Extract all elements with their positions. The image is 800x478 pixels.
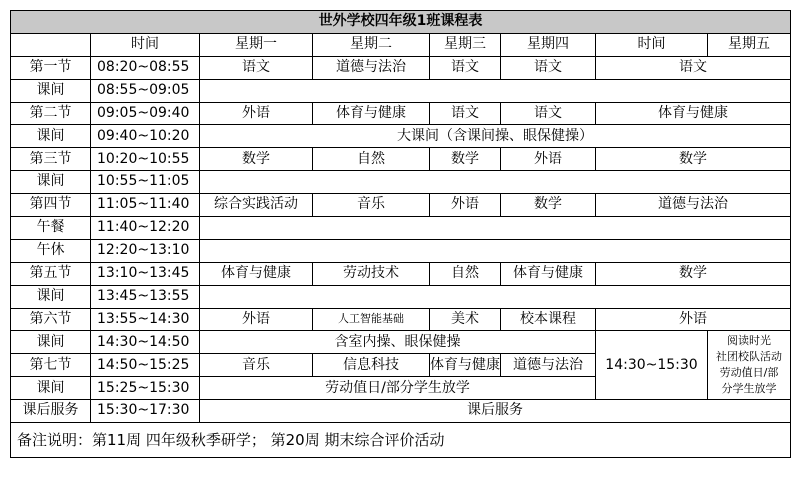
header-time-friday: 时间 xyxy=(596,33,708,56)
period-label: 第二节 xyxy=(11,102,91,125)
row-period-3 xyxy=(11,148,791,171)
timetable-sheet xyxy=(10,10,790,458)
monday-subject: 音乐 xyxy=(200,354,313,377)
row-break-3 xyxy=(11,171,791,194)
tuesday-subject: 音乐 xyxy=(313,194,430,217)
monday-subject: 外语 xyxy=(200,308,313,331)
row-lunch xyxy=(11,217,791,240)
break-label: 课间 xyxy=(11,331,91,354)
monday-subject: 综合实践活动 xyxy=(200,194,313,217)
break-time: 13:45~13:55 xyxy=(91,285,200,308)
period-label: 第五节 xyxy=(11,262,91,285)
thursday-subject: 校本课程 xyxy=(501,308,596,331)
period-time: 13:10~13:45 xyxy=(91,262,200,285)
after-school-activity: 课后服务 xyxy=(200,400,791,423)
title-row xyxy=(11,11,791,34)
period-label: 第七节 xyxy=(11,354,91,377)
tuesday-subject: 劳动技术 xyxy=(313,262,430,285)
period-label: 第三节 xyxy=(11,148,91,171)
lunch-label: 午餐 xyxy=(11,217,91,240)
period-label: 第六节 xyxy=(11,308,91,331)
rest-time: 12:20~13:10 xyxy=(91,239,200,262)
wednesday-subject: 语文 xyxy=(430,102,501,125)
friday-subject: 外语 xyxy=(596,308,791,331)
header-blank xyxy=(11,33,91,56)
timetable-title: 世外学校四年级1班课程表 xyxy=(11,11,791,34)
tuesday-subject: 信息科技 xyxy=(313,354,430,377)
monday-subject: 语文 xyxy=(200,56,313,79)
break-time: 08:55~09:05 xyxy=(91,79,200,102)
break-span-empty xyxy=(200,79,791,102)
friday-subject: 道德与法治 xyxy=(596,194,791,217)
header-tuesday: 星期二 xyxy=(313,33,430,56)
thursday-subject: 数学 xyxy=(501,194,596,217)
header-wednesday: 星期三 xyxy=(430,33,501,56)
friday-activity-line: 社团校队活动 xyxy=(716,350,782,364)
friday-activity-line: 劳动值日/部 xyxy=(719,366,779,380)
period-label: 第一节 xyxy=(11,56,91,79)
break-activity: 劳动值日/部分学生放学 xyxy=(200,377,596,400)
friday-afternoon-activities xyxy=(708,331,791,400)
monday-subject: 体育与健康 xyxy=(200,262,313,285)
thursday-subject: 道德与法治 xyxy=(501,354,596,377)
wednesday-subject: 自然 xyxy=(430,262,501,285)
thursday-subject: 体育与健康 xyxy=(501,262,596,285)
period-time: 13:55~14:30 xyxy=(91,308,200,331)
break-time: 10:55~11:05 xyxy=(91,171,200,194)
tuesday-subject: 体育与健康 xyxy=(313,102,430,125)
wednesday-subject: 数学 xyxy=(430,148,501,171)
header-monday: 星期一 xyxy=(200,33,313,56)
wednesday-subject: 体育与健康 xyxy=(430,354,501,377)
rest-label: 午休 xyxy=(11,239,91,262)
note-row xyxy=(11,423,791,458)
break-activity: 含室内操、眼保健操 xyxy=(200,331,596,354)
header-row xyxy=(11,33,791,56)
break-label: 课间 xyxy=(11,171,91,194)
break-span-empty xyxy=(200,171,791,194)
break-label: 课间 xyxy=(11,377,91,400)
tuesday-subject: 道德与法治 xyxy=(313,56,430,79)
period-time: 08:20~08:55 xyxy=(91,56,200,79)
thursday-subject: 语文 xyxy=(501,102,596,125)
friday-activity-line: 阅读时光 xyxy=(727,334,771,348)
row-period-4 xyxy=(11,194,791,217)
big-break-activity: 大课间（含课间操、眼保健操） xyxy=(200,125,791,148)
remarks-note: 备注说明：第11周 四年级秋季研学； 第20周 期末综合评价活动 xyxy=(11,423,791,458)
row-period-5 xyxy=(11,262,791,285)
header-thursday: 星期四 xyxy=(501,33,596,56)
tuesday-subject: 自然 xyxy=(313,148,430,171)
rest-span-empty xyxy=(200,239,791,262)
break-span-empty xyxy=(200,285,791,308)
lunch-span-empty xyxy=(200,217,791,240)
tuesday-subject: 人工智能基础 xyxy=(313,308,430,331)
break-label: 课间 xyxy=(11,125,91,148)
period-time: 10:20~10:55 xyxy=(91,148,200,171)
period-label: 第四节 xyxy=(11,194,91,217)
wednesday-subject: 外语 xyxy=(430,194,501,217)
break-time: 15:25~15:30 xyxy=(91,377,200,400)
break-label: 课间 xyxy=(11,285,91,308)
row-period-2 xyxy=(11,102,791,125)
row-break-6 xyxy=(11,331,791,354)
friday-subject: 数学 xyxy=(596,148,791,171)
monday-subject: 数学 xyxy=(200,148,313,171)
row-break-1 xyxy=(11,79,791,102)
lunch-time: 11:40~12:20 xyxy=(91,217,200,240)
monday-subject: 外语 xyxy=(200,102,313,125)
period-time: 14:50~15:25 xyxy=(91,354,200,377)
class-timetable xyxy=(10,10,791,458)
row-rest xyxy=(11,239,791,262)
break-label: 课间 xyxy=(11,79,91,102)
row-period-6 xyxy=(11,308,791,331)
friday-subject: 语文 xyxy=(596,56,791,79)
row-period-1 xyxy=(11,56,791,79)
row-after-school xyxy=(11,400,791,423)
period-time: 11:05~11:40 xyxy=(91,194,200,217)
wednesday-subject: 语文 xyxy=(430,56,501,79)
wednesday-subject: 美术 xyxy=(430,308,501,331)
after-school-label: 课后服务 xyxy=(11,400,91,423)
friday-subject: 体育与健康 xyxy=(596,102,791,125)
period-time: 09:05~09:40 xyxy=(91,102,200,125)
break-time: 14:30~14:50 xyxy=(91,331,200,354)
friday-afternoon-time: 14:30~15:30 xyxy=(596,331,708,400)
break-time: 09:40~10:20 xyxy=(91,125,200,148)
row-break-5 xyxy=(11,285,791,308)
row-break-2 xyxy=(11,125,791,148)
header-time: 时间 xyxy=(91,33,200,56)
friday-subject: 数学 xyxy=(596,262,791,285)
after-school-time: 15:30~17:30 xyxy=(91,400,200,423)
thursday-subject: 外语 xyxy=(501,148,596,171)
header-friday: 星期五 xyxy=(708,33,791,56)
thursday-subject: 语文 xyxy=(501,56,596,79)
friday-activity-line: 分学生放学 xyxy=(721,382,777,396)
